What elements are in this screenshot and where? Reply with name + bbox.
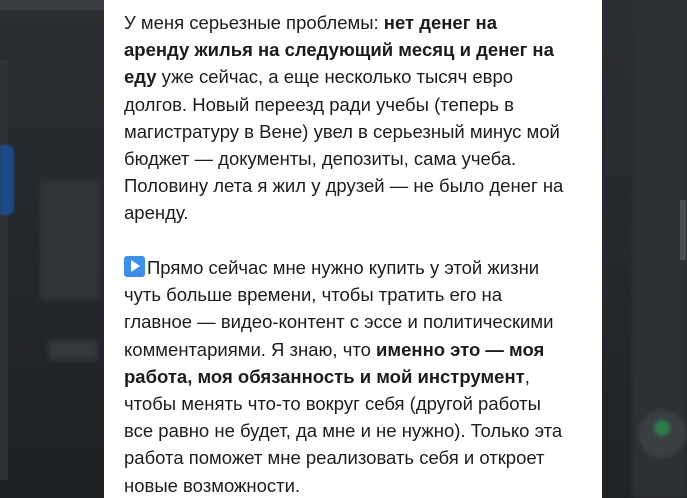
play-button-icon (124, 256, 145, 277)
text-segment: У меня серьезные проблемы: (124, 12, 384, 33)
text-line (124, 281, 594, 308)
message-paragraph-1 (124, 9, 594, 227)
background-dark-shape (48, 340, 98, 360)
text-line (124, 417, 594, 444)
message-paragraph-2 (124, 254, 594, 498)
text-segment: магистратуру в Вене) увел в серьезный минус мой (124, 120, 560, 142)
text-line (124, 390, 594, 417)
text-line (124, 9, 594, 36)
background-green-dot (654, 420, 670, 436)
bold-text-segment: нет денег на (383, 12, 498, 33)
background-right-blurred (602, 0, 687, 498)
text-line (124, 308, 594, 335)
text-segment: , (524, 365, 530, 387)
background-top-strip (0, 0, 104, 10)
background-blue-shape (0, 145, 14, 215)
text-segment: Прямо сейчас мне нужно купить у этой жизни (147, 257, 540, 278)
bold-text-segment: еду (124, 66, 157, 88)
text-segment: аренду. (124, 202, 189, 224)
bold-text-segment: аренду жилья на следующий месяц и денег на (124, 39, 554, 61)
text-segment: комментариями. Я знаю, что (124, 338, 377, 360)
background-dark-shape (40, 180, 100, 300)
text-segment: все равно не будет, да мне и не нужно). Только эта (124, 420, 563, 442)
text-line (124, 199, 594, 226)
text-segment: работа поможет мне реализовать себя и откроет (124, 447, 545, 469)
background-side-strip (0, 60, 8, 480)
text-line (124, 145, 594, 172)
text-line (124, 63, 594, 90)
text-segment: новые возможности. (124, 474, 301, 496)
background-left-blurred (0, 0, 104, 498)
text-segment: Половину лета я жил у друзей — не было денег на (124, 175, 564, 197)
text-line (124, 363, 594, 390)
bold-text-segment: работа, моя обязанность и мой инструмент (124, 365, 525, 387)
text-segment: главное — видео-контент с эссе и политическими (124, 311, 554, 333)
text-segment: чуть больше времени, чтобы тратить его на (124, 284, 503, 306)
text-line (124, 336, 594, 363)
text-line (124, 172, 594, 199)
text-line (124, 472, 594, 498)
message-card (104, 0, 602, 498)
text-segment: бюджет — документы, депозиты, сама учеба. (124, 148, 517, 170)
text-line (124, 91, 594, 118)
background-scrollbar (680, 200, 686, 260)
text-line (124, 36, 594, 63)
text-line (124, 444, 594, 471)
text-segment: долгов. Новый переезд ради учебы (теперь в (124, 93, 514, 115)
bold-text-segment: именно это — моя (376, 338, 545, 360)
text-segment: уже сейчас, а еще несколько тысяч евро (156, 66, 514, 88)
text-line (124, 254, 594, 281)
text-line (124, 118, 594, 145)
text-segment: чтобы менять что-то вокруг себя (другой работы (124, 393, 541, 415)
